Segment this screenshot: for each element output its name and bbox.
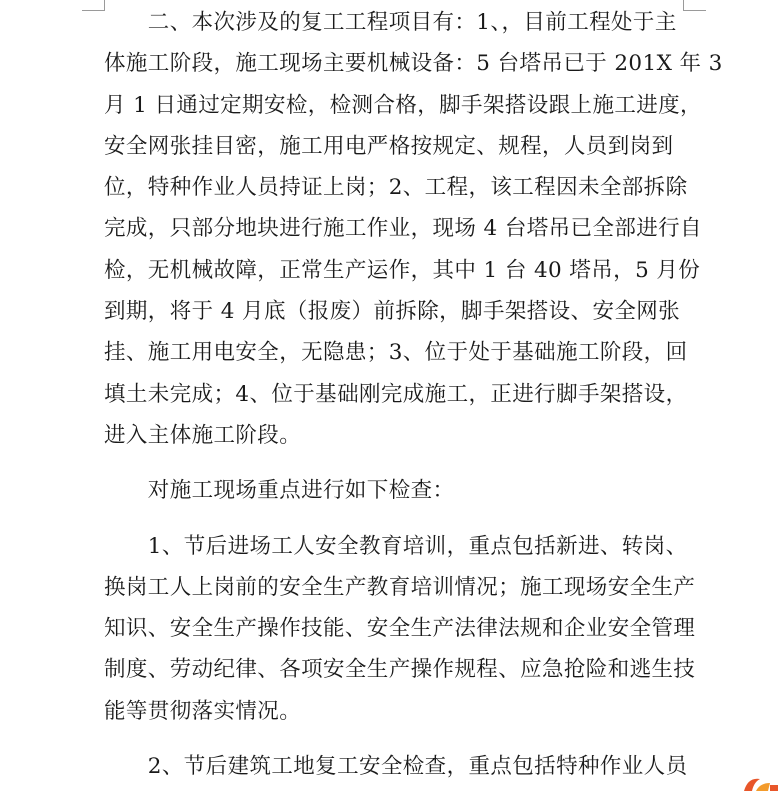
page-margin-mark-right [683, 0, 706, 11]
paragraph-inspection-intro [104, 470, 684, 511]
brand-logo-icon [740, 773, 780, 793]
page-margin-mark-left [82, 0, 105, 11]
text-line: 挂、施工用电安全，无隐患；3、位于处于基础施工阶段，回 [104, 340, 688, 366]
text-line: 安全网张挂目密，施工用电严格按规定、规程，人员到岗到 [104, 133, 674, 159]
text-line: 换岗工人上岗前的安全生产教育培训情况；施工现场安全生产 [104, 574, 696, 600]
text-line: 制度、劳动纪律、各项安全生产操作规程、应急抢险和逃生技 [104, 657, 696, 683]
text-line: 进入主体施工阶段。 [104, 422, 302, 448]
text-line: 1、节后进场工人安全教育培训，重点包括新进、转岗、 [104, 533, 688, 559]
document-body [104, 2, 723, 787]
text-line: 填土未完成；4、位于基础刚完成施工，正进行脚手架搭设， [104, 381, 688, 407]
text-line: 体施工阶段，施工现场主要机械设备：5 台塔吊已于 201X 年 3 [104, 51, 723, 77]
text-line: 月 1 日通过定期安检，检测合格，脚手架搭设跟上施工进度， [104, 92, 702, 118]
paragraph-inspection-item-2 [104, 746, 688, 787]
text-line: 检，无机械故障，正常生产运作，其中 1 台 40 塔吊，5 月份 [104, 257, 701, 283]
text-line: 到期，将于 4 月底（报废）前拆除，脚手架搭设、安全网张 [104, 299, 681, 325]
text-line: 知识、安全生产操作技能、安全生产法律法规和企业安全管理 [104, 616, 696, 642]
text-line: 能等贯彻落实情况。 [104, 698, 302, 724]
text-line: 对施工现场重点进行如下检查： [104, 478, 455, 504]
paragraph-project-overview [104, 2, 723, 456]
text-line: 二、本次涉及的复工工程项目有：1、，目前工程处于主 [104, 10, 677, 35]
text-line: 位，特种作业人员持证上岗；2、工程，该工程因未全部拆除 [104, 175, 688, 201]
text-line: 2、节后建筑工地复工安全检查，重点包括特种作业人员 [104, 754, 688, 780]
text-line: 完成，只部分地块进行施工作业，现场 4 台塔吊已全部进行自 [104, 216, 702, 242]
paragraph-inspection-item-1 [104, 526, 696, 732]
